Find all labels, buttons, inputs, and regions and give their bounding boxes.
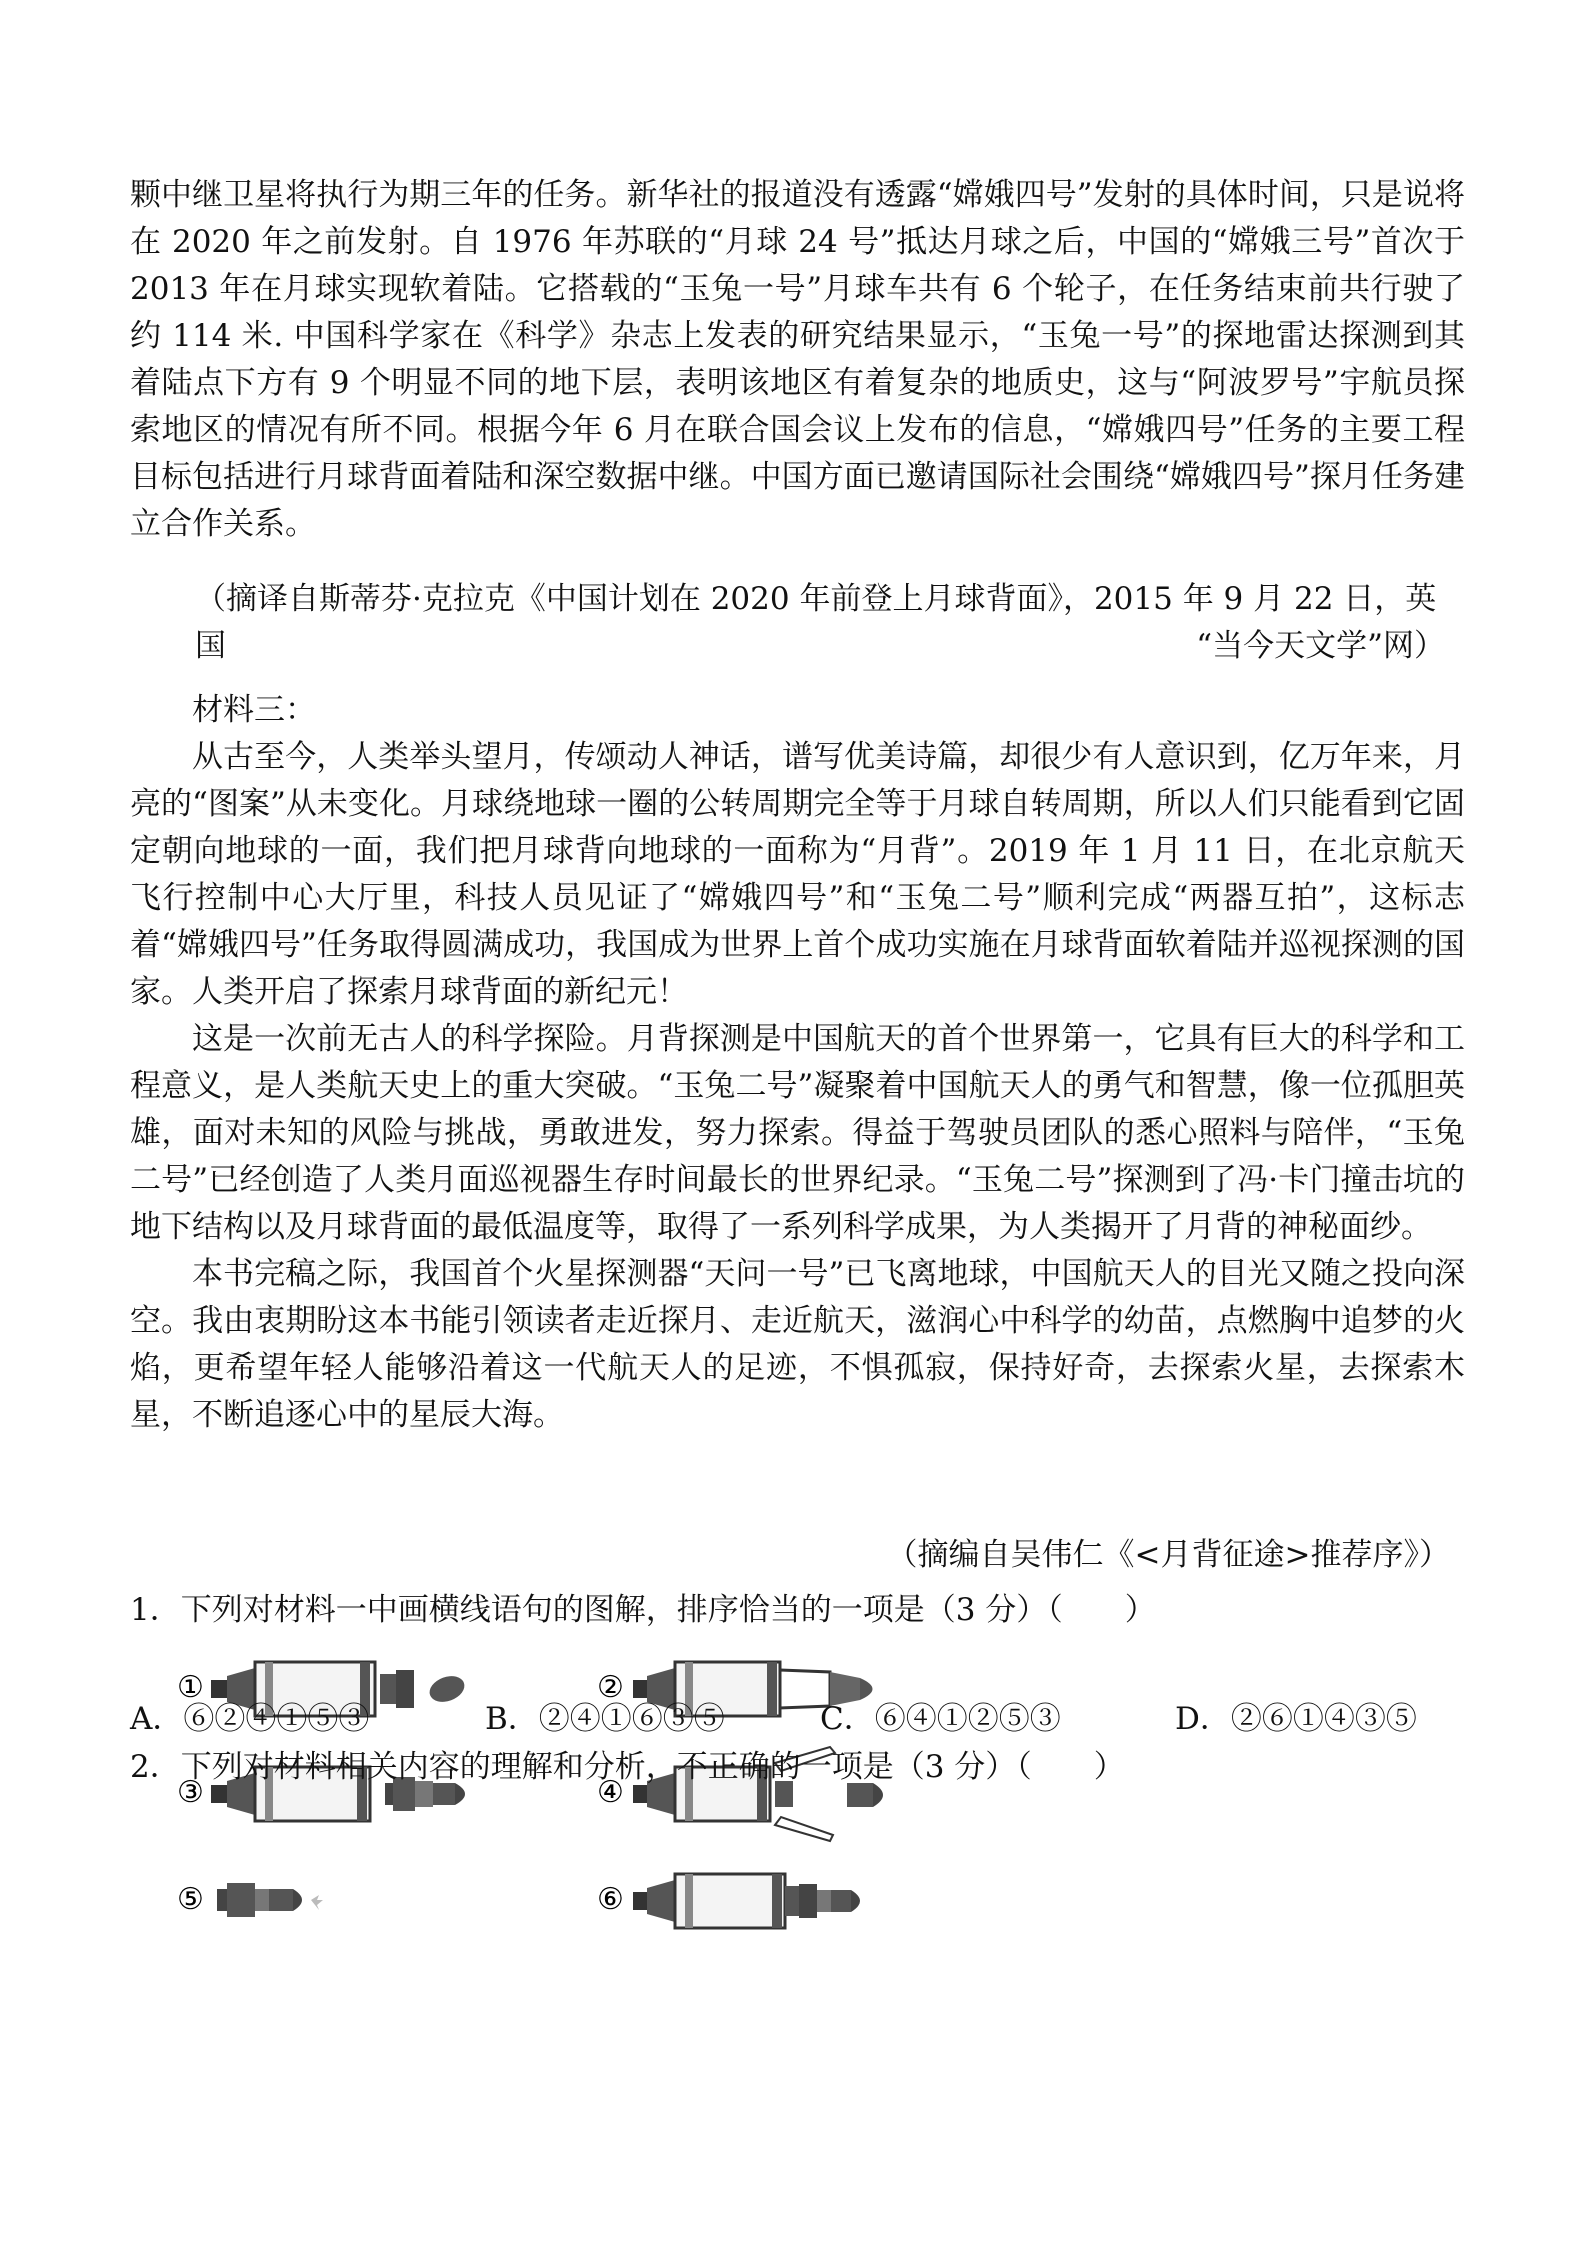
option-d: D．②⑥①④③⑤: [1175, 1701, 1417, 1737]
diagram-6-graphic: [595, 1865, 935, 1945]
option-c: C．⑥④①②⑤③: [820, 1701, 1061, 1737]
material2-paragraph: [130, 172, 1465, 548]
diagram-label-6: ⑥: [597, 1882, 624, 1917]
material3-paragraph-3: 本书完稿之际，我国首个火星探测器“天问一号”已飞离地球，中国航天人的目光又随之投向深空。我由衷期盼这本书能引领读者走近探月、走近航天，滋润心中科学的幼苗，点燃胸中追梦的火焰，更希望年轻人能够沿着这一代航天人的足迹，不惧孤寂，保持好奇，去探索火星，去探索木星，不断追逐心中的星辰大海。: [130, 1256, 1465, 1433]
diagram-item-6: [595, 1865, 935, 1945]
diagram-label-5: ⑤: [177, 1882, 204, 1917]
diagram-label-1: ①: [177, 1670, 204, 1705]
diagram-label-4: ④: [597, 1775, 624, 1810]
material2-text: 颗中继卫星将执行为期三年的任务。新华社的报道没有透露“嫦娥四号”发射的具体时间，只是说将在 2020 年之前发射。自 1976 年苏联的“月球 24 号”抵达月球之后，中国的“嫦娥三号”首次于 2013 年在月球实现软着陆。它搭载的“玉兔一号”月球车共有 6 个轮子，在任务结束前共行驶了约 114 米. 中国科学家在《科学》杂志上发表的研究结果显示，“玉兔一号”的探地雷达探测到其着陆点下方有 9 个明显不同的地下层，表明该地区有着复杂的地质史，这与“阿波罗号”宇航员探索地区的情况有所不同。根据今年 6 月在联合国会议上发布的信息，“嫦娥四号”任务的主要工程目标包括进行月球背面着陆和深空数据中继。中国方面已邀请国际社会围绕“嫦娥四号”探月任务建立合作关系。: [130, 177, 1465, 542]
diagram-label-2: ②: [597, 1670, 624, 1705]
material3-body: [130, 734, 1465, 1439]
diagram-label-3: ③: [177, 1775, 204, 1810]
question-2: 2．下列对材料相关内容的理解和分析，不正确的一项是（3 分）（ ）: [130, 1749, 1125, 1785]
option-a: A．⑥②④①⑤③: [130, 1701, 370, 1737]
material3-label: 材料三：: [192, 692, 316, 728]
option-b: B．②④①⑥③⑤: [485, 1701, 725, 1737]
diagram-5-graphic: [175, 1865, 375, 1935]
source-citation-2: （摘编自吴伟仁《<月背征途>推荐序》）: [886, 1537, 1450, 1573]
material3-paragraph-2: 这是一次前无古人的科学探险。月背探测是中国航天的首个世界第一，它具有巨大的科学和工程意义，是人类航天史上的重大突破。“玉兔二号”凝聚着中国航天人的勇气和智慧，像一位孤胆英雄，面对未知的风险与挑战，勇敢进发，努力探索。得益于驾驶员团队的悉心照料与陪伴，“玉兔二号”已经创造了人类月面巡视器生存时间最长的世界纪录。“玉兔二号”探测到了冯·卡门撞击坑的地下结构以及月球背面的最低温度等，取得了一系列科学成果，为人类揭开了月背的神秘面纱。: [130, 1021, 1465, 1245]
material3-paragraph-1: 从古至今，人类举头望月，传颂动人神话，谱写优美诗篇，却很少有人意识到，亿万年来，月亮的“图案”从未变化。月球绕地球一圈的公转周期完全等于月球自转周期，所以人们只能看到它固定朝向地球的一面，我们把月球背向地球的一面称为“月背”。2019 年 1 月 11 日，在北京航天飞行控制中心大厅里，科技人员见证了“嫦娥四号”和“玉兔二号”顺利完成“两器互拍”，这标志着“嫦娥四号”任务取得圆满成功，我国成为世界上首个成功实施在月球背面软着陆并巡视探测的国家。人类开启了探索月球背面的新纪元！: [130, 739, 1465, 1010]
source-citation-1: （摘译自斯蒂芬·克拉克《中国计划在 2020 年前登上月球背面》，2015 年 9 月 22 日，英国: [195, 581, 1437, 664]
diagram-item-5: [175, 1865, 375, 1935]
source-citation-1-cont: “当今天文学”网）: [1196, 628, 1445, 664]
question-1: 1．下列对材料一中画横线语句的图解，排序恰当的一项是（3 分）（ ）: [130, 1592, 1156, 1628]
